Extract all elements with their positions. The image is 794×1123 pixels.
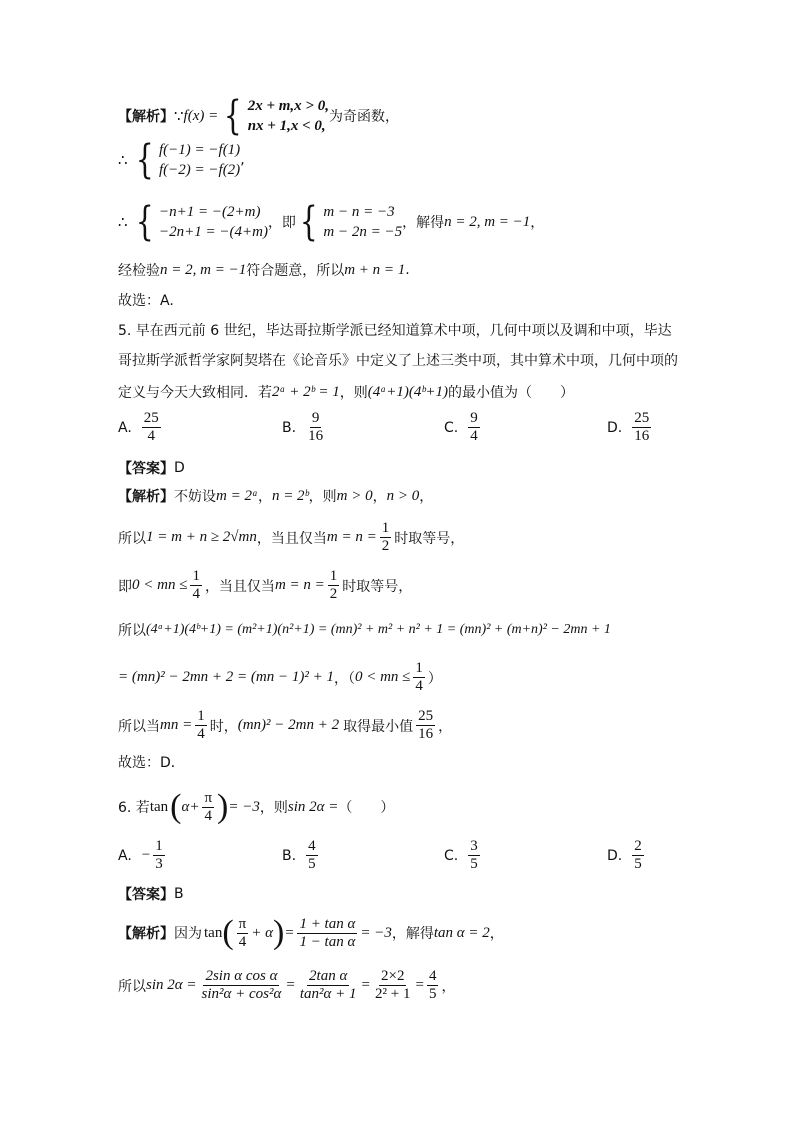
fraction [195, 708, 207, 743]
q5-answer: D [174, 460, 185, 476]
therefore-symbol: ∴ [118, 214, 128, 231]
math: α+ [181, 798, 200, 815]
option-letter: B. [282, 419, 297, 436]
fraction [190, 568, 202, 603]
option-letter: C. [444, 419, 459, 436]
denominator: 4 [197, 726, 205, 742]
sum-result: m + n = 1 [344, 261, 406, 278]
comma: ， [530, 215, 545, 231]
function-fx: f(x) = [183, 107, 219, 124]
text: 不妨设 [174, 489, 216, 505]
numerator: π [238, 915, 247, 932]
eq-2: f(−2) = −f(2) [159, 162, 241, 178]
text: ， [257, 489, 272, 505]
q5-analysis-line-2 [118, 520, 724, 555]
fraction [200, 968, 284, 1003]
q5-option-c[interactable] [444, 410, 483, 445]
left-brace-icon: { [135, 199, 154, 245]
math: 0 < mn ≤ [354, 669, 411, 685]
numerator: 2sin α cos α [205, 968, 278, 984]
denominator: 4 [415, 678, 423, 694]
q4-analysis-line-2 [118, 137, 724, 183]
denominator: 16 [308, 428, 324, 444]
option-fraction [142, 410, 161, 445]
numerator: 9 [470, 410, 478, 426]
equals: = [415, 977, 424, 993]
text: ，则 [259, 800, 288, 816]
q5-condition: 2ᵃ + 2ᵇ = 1 [272, 383, 340, 400]
math: mn = [160, 717, 193, 733]
conform-text: 符合题意，所以 [246, 263, 345, 279]
numerator: 4 [308, 838, 316, 854]
math: 0 < mn ≤ [132, 577, 188, 593]
option-fraction [632, 410, 651, 445]
fraction [373, 968, 412, 1003]
therefore-symbol: ∴ [118, 152, 128, 169]
q5-stem-3-end: 的最小值为（ ） [448, 385, 575, 401]
q5-stem-line-2 [118, 350, 724, 370]
check-values: n = 2, m = −1 [160, 261, 247, 278]
q6-analysis-line-2 [118, 968, 724, 1003]
left-paren-icon: ( [170, 788, 182, 825]
math: sin 2α = [287, 798, 339, 815]
fraction [328, 568, 340, 603]
math: (mn)² − 2mn + 2 [237, 717, 340, 733]
text: 所以 [118, 623, 146, 639]
because-symbol: ∵ [174, 108, 184, 125]
numerator: 1 [415, 660, 423, 676]
text: 即 [118, 578, 132, 595]
q6-answer: B [174, 886, 184, 902]
option-fraction [468, 410, 480, 445]
denominator: 2 [329, 586, 338, 602]
denominator: 5 [428, 986, 437, 1002]
right-paren-icon: ) [272, 914, 285, 951]
denominator: tan²α + 1 [299, 986, 357, 1002]
numerator: 3 [470, 838, 478, 854]
q6-option-a[interactable] [118, 838, 168, 873]
check-text: 经检验 [118, 263, 160, 279]
math: 1 = m + n ≥ 2√mn [146, 529, 257, 545]
text: ，（ [333, 670, 355, 687]
analysis-label: 【解析】 [118, 489, 174, 505]
math: tan α = 2 [433, 924, 490, 941]
fraction [380, 520, 392, 555]
left-brace-icon: { [224, 93, 242, 139]
text: 因为 [174, 926, 202, 942]
option-fraction [306, 838, 318, 873]
option-letter: D. [607, 419, 623, 436]
left-brace-icon: { [135, 137, 154, 183]
numerator: 1 + tan α [299, 915, 356, 932]
text: ，则 [308, 489, 337, 505]
fraction [427, 968, 439, 1003]
math: tan [149, 798, 169, 815]
numerator: 1 [192, 568, 200, 584]
q5-option-d[interactable] [607, 410, 654, 445]
option-sign: − [141, 847, 151, 863]
numerator: 2tan α [309, 968, 348, 984]
math: = −3 [360, 924, 392, 941]
text: ，当且仅当 [256, 530, 327, 547]
system-brace-a [132, 199, 268, 245]
q5-answer-line [118, 458, 724, 478]
math: = −3 [228, 798, 260, 815]
text: ， [441, 978, 456, 995]
denominator: 3 [155, 856, 163, 872]
denominator: 2 [381, 538, 390, 554]
option-fraction [632, 838, 644, 873]
text: ， [419, 489, 434, 505]
answer-label: 【答案】 [118, 887, 174, 903]
q4-analysis-line-1 [118, 93, 724, 139]
q4-choice: 故选：A. [118, 293, 174, 309]
eq-1: f(−1) = −f(1) [159, 142, 241, 158]
numerator: 1 [381, 520, 390, 536]
q6-analysis-line-1 [118, 914, 724, 952]
case-2: nx + 1,x < 0, [247, 118, 326, 134]
denominator: 5 [634, 856, 642, 872]
q4-analysis-line-4 [118, 260, 724, 280]
comma: , [240, 152, 245, 168]
odd-function-text: 为奇函数， [328, 109, 399, 125]
denominator: 2² + 1 [375, 986, 411, 1002]
system-brace [132, 137, 241, 183]
option-letter: D. [607, 847, 623, 864]
text: ， [438, 718, 453, 735]
fraction [237, 916, 249, 951]
math: n = 2ᵇ [271, 487, 309, 504]
q6-option-d[interactable] [607, 838, 647, 873]
fraction [416, 708, 435, 743]
q5-analysis-line-6 [118, 708, 724, 743]
math: tan [204, 924, 223, 941]
denominator: 5 [308, 856, 316, 872]
equals: = [286, 977, 295, 993]
text: 所以 [118, 978, 146, 995]
q5-stem-2: 哥拉斯学派哲学家阿契塔在《论音乐》中定义了上述三类中项，其中算术中项，几何中项的 [118, 353, 678, 369]
math: m = n = [326, 529, 377, 545]
q5-choice: 故选：D． [118, 755, 185, 771]
q5-analysis-line-1 [118, 486, 724, 506]
q5-option-a[interactable] [118, 410, 164, 445]
denominator: 4 [147, 428, 156, 444]
math: m > 0 [336, 487, 373, 504]
text: 6. 若 [118, 800, 150, 816]
q5-stem-3-pre: 定义与今天大致相同．若 [118, 385, 272, 401]
math: + α [251, 924, 273, 941]
analysis-label: 【解析】 [118, 109, 174, 125]
case-1: 2x + m,x > 0, [247, 98, 329, 114]
q5-stem-line-3 [118, 382, 724, 402]
math: m = n = [274, 577, 325, 593]
solve-text: ，解得 [402, 215, 445, 231]
option-fraction [468, 838, 480, 873]
numerator: 2 [634, 838, 642, 854]
q6-option-c[interactable] [444, 838, 483, 873]
text: 取得最小值 [343, 718, 414, 735]
text: 时取等号， [342, 578, 413, 595]
text: 所以当 [118, 718, 160, 735]
denominator: sin²α + cos²α [201, 986, 282, 1002]
eq-a1: −n+1 = −(2+m) [159, 204, 261, 220]
q5-analysis-line-5 [118, 660, 724, 695]
q4-analysis-line-3 [118, 199, 724, 245]
denominator: 16 [418, 726, 434, 742]
text: 时， [209, 718, 238, 735]
math: = [284, 924, 295, 941]
q4-choice-line [118, 290, 724, 310]
equals: = [361, 977, 370, 993]
q6-answer-line [118, 884, 724, 904]
denominator: 4 [204, 807, 212, 824]
option-letter: A. [118, 847, 132, 864]
right-paren-icon: ) [217, 788, 229, 825]
fraction [413, 660, 425, 695]
math: n > 0 [386, 487, 420, 504]
eq-b1: m − n = −3 [323, 204, 395, 220]
text: ，解得 [391, 926, 434, 942]
period: . [405, 262, 410, 278]
text: ， [489, 926, 504, 942]
option-letter: C. [444, 847, 459, 864]
denominator: 4 [470, 428, 478, 444]
text: （ ） [338, 800, 395, 816]
option-fraction [153, 838, 165, 873]
numerator: 2×2 [381, 968, 405, 984]
fraction [202, 790, 214, 825]
q5-stem-line-1 [118, 320, 724, 340]
q5-expression: (4ᵃ+1)(4ᵇ+1) [367, 383, 449, 400]
text: ， [372, 489, 387, 505]
q5-choice-line [118, 752, 724, 772]
namely-text: ，即 [267, 215, 296, 231]
numerator: 1 [197, 708, 205, 724]
option-letter: B. [282, 847, 297, 864]
denominator: 4 [238, 933, 247, 950]
q5-stem-1: 5. 早在西元前 6 世纪，毕达哥拉斯学派已经知道算术中项，几何中项以及调和中项，毕达 [118, 323, 672, 339]
denominator: 16 [634, 428, 650, 444]
numerator: 4 [428, 968, 437, 984]
text: ，当且仅当 [204, 578, 275, 595]
q5-analysis-line-4 [118, 620, 724, 640]
denominator: 5 [470, 856, 478, 872]
q5-stem-3-mid: ，则 [339, 385, 368, 401]
text: 时取等号， [394, 530, 465, 547]
text: ） [427, 670, 442, 687]
denominator: 4 [192, 586, 200, 602]
q6-stem-line [118, 788, 724, 826]
math: = (mn)² − 2mn + 2 = (mn − 1)² + 1 [118, 669, 334, 685]
numerator: 25 [634, 410, 650, 426]
fraction [297, 916, 357, 951]
q5-analysis-line-3 [118, 568, 724, 603]
fraction [298, 968, 359, 1003]
system-brace-b [296, 199, 403, 245]
answer-label: 【答案】 [118, 461, 174, 477]
left-paren-icon: ( [222, 914, 234, 951]
eq-a2: −2n+1 = −(4+m) [159, 224, 268, 240]
option-fraction [306, 410, 325, 445]
numerator: 9 [311, 410, 320, 426]
math: m = 2ᵃ [216, 487, 258, 504]
q6-option-b[interactable] [282, 838, 321, 873]
piecewise-brace [220, 93, 329, 139]
q5-option-b[interactable] [282, 410, 328, 445]
math: (4ᵃ+1)(4ᵇ+1) = (m²+1)(n²+1) = (mn)² + m² + n² + 1 = (mn)² + (m+n)² − 2mn + 1 [146, 622, 611, 637]
option-letter: A. [118, 419, 132, 436]
eq-b2: m − 2n = −5 [323, 224, 403, 240]
solution: n = 2, m = −1 [444, 213, 531, 230]
numerator: 1 [155, 838, 163, 854]
left-brace-icon: { [299, 199, 318, 245]
numerator: 25 [418, 708, 434, 724]
numerator: 1 [329, 568, 338, 584]
analysis-label: 【解析】 [118, 926, 174, 942]
numerator: 25 [143, 410, 159, 426]
math: sin 2α = [146, 977, 197, 993]
text: 所以 [118, 530, 146, 547]
numerator: π [204, 789, 213, 806]
denominator: 1 − tan α [299, 933, 356, 950]
